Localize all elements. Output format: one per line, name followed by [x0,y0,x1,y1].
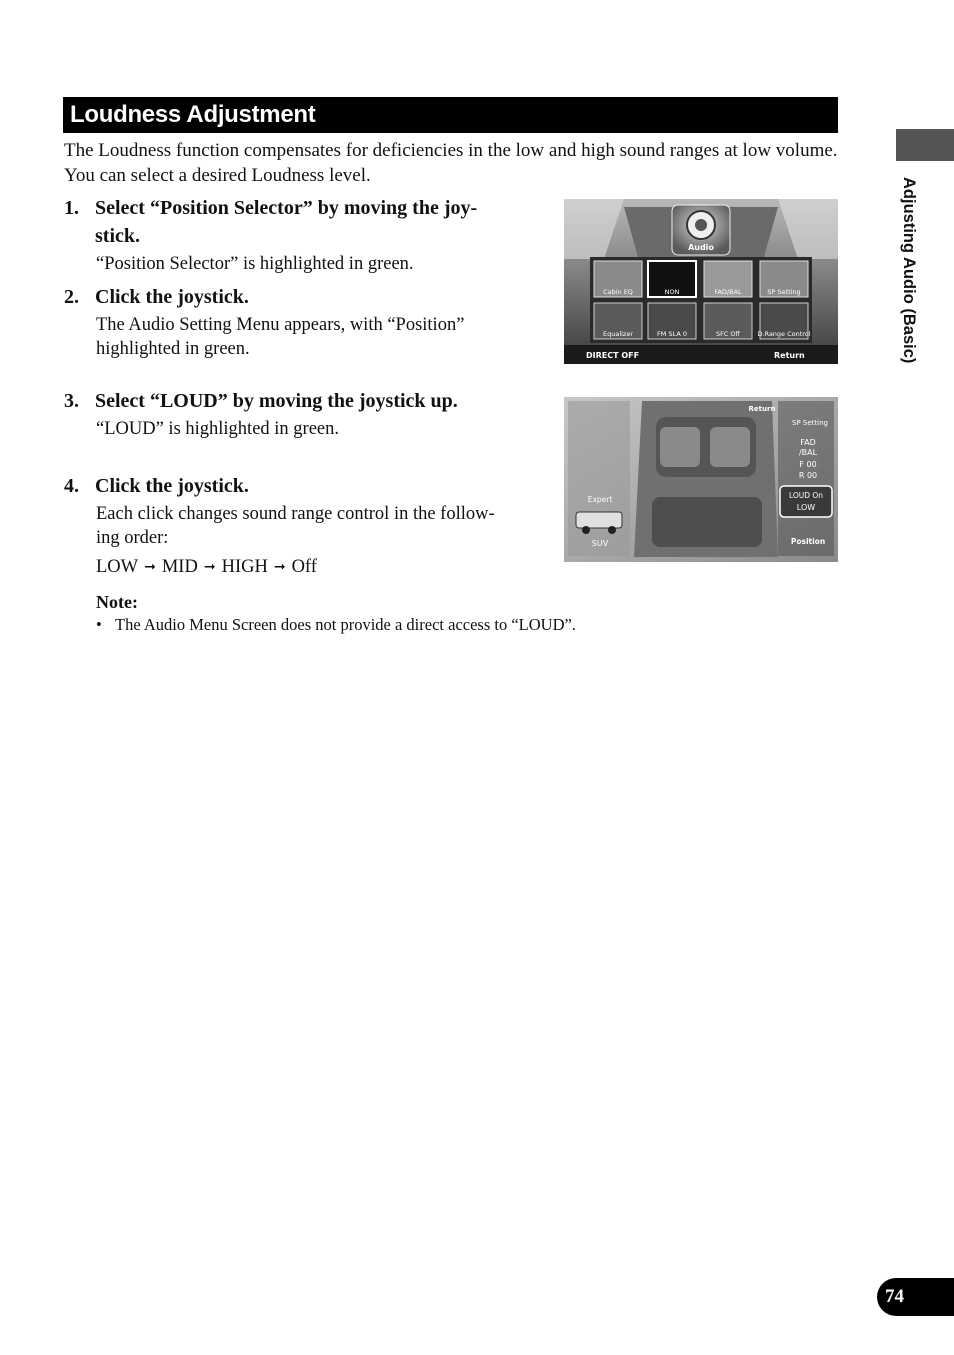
step-4-number: 4. [64,475,79,497]
svg-text:FAD/BAL: FAD/BAL [714,288,742,296]
page-number: 74 [877,1278,954,1316]
tile-fad-bal[interactable] [704,261,752,297]
chapter-tab [896,129,954,161]
step-4-sub-line2: ing order: [96,528,169,548]
svg-text:D.Range Control: D.Range Control [757,330,811,338]
step-2-number: 2. [64,286,79,308]
svg-text:Cabin EQ: Cabin EQ [603,288,633,296]
svg-text:NON: NON [664,288,680,296]
step-3-heading [64,387,458,415]
step-4-text: Click the joystick. [95,475,249,497]
step-1-line1: Select “Position Selector” by moving the joy- [95,197,478,219]
bal-label: /BAL [798,448,818,457]
tile-fm-sla[interactable] [648,303,696,339]
audio-menu-screenshot [564,199,838,364]
arrow-right-icon: ➞ [203,559,216,575]
position-selector-screenshot [564,397,838,562]
chapter-label: Adjusting Audio (Basic) [900,177,918,364]
step-1-sub: “Position Selector” is highlighted in green. [96,254,414,274]
svg-text:Equalizer: Equalizer [602,330,634,338]
arrow-right-icon: ➞ [273,559,286,575]
sequence-mid: MID [161,557,198,577]
step-4-sub-line1: Each click changes sound range control in the follow- [96,504,495,524]
rear-value: R 00 [798,471,818,480]
step-1-number: 1. [64,197,79,219]
tile-equalizer[interactable] [594,303,642,339]
step-3-sub: “LOUD” is highlighted in green. [96,419,340,439]
intro-paragraph: The Loudness function compensates for deficiencies in the low and high sound ranges at low volume. You can select a desired Loudness level. [64,140,838,186]
step-4-heading [64,472,249,500]
return-button[interactable]: Return [748,405,776,413]
svg-text:SFC Off: SFC Off [715,330,741,338]
tile-cabin-eq[interactable] [594,261,642,297]
step-2-sub-line2: highlighted in green. [96,339,250,359]
step-3-number: 3. [64,390,79,412]
position-button[interactable]: Position [790,537,826,546]
step-2-text: Click the joystick. [95,286,249,308]
svg-text:LOW: LOW [796,503,816,512]
sequence-high: HIGH [221,557,268,577]
audio-icon-label: Audio [688,243,714,252]
fad-label: FAD [800,438,816,447]
front-value: F 00 [799,460,817,469]
loudness-sequence [96,555,317,579]
sp-setting-button[interactable]: SP Setting [792,419,828,427]
sequence-off: Off [291,557,317,577]
return-button[interactable]: Return [774,351,805,360]
step-1-line2: stick. [95,225,140,247]
step-1-heading [64,194,477,250]
svg-text:LOUD On: LOUD On [788,491,824,500]
tile-d-range-control[interactable] [757,303,810,339]
tile-sfc-off[interactable] [704,303,752,339]
svg-text:SP Setting: SP Setting [767,288,801,296]
arrow-right-icon: ➞ [144,559,156,575]
note-title: Note: [96,592,138,612]
note-item-text: The Audio Menu Screen does not provide a direct access to “LOUD”. [115,615,576,634]
sequence-low: LOW [96,557,139,577]
step-2-sub-line1: The Audio Setting Menu appears, with “Position” [96,315,465,335]
bullet-icon: • [96,615,102,634]
tile-position-non[interactable] [648,261,696,297]
step-3-text: Select “LOUD” by moving the joystick up. [95,390,458,412]
loud-button[interactable] [780,486,832,517]
tile-sp-setting[interactable] [760,261,808,297]
expert-label: Expert [587,495,613,504]
direct-off-label[interactable]: DIRECT OFF [586,351,640,360]
step-1-text [95,194,477,250]
section-title: Loudness Adjustment [63,97,838,133]
vehicle-type-label: SUV [591,539,609,548]
step-2-heading [64,283,249,311]
svg-text:FM SLA 0: FM SLA 0 [657,330,687,338]
note-item [96,614,576,636]
